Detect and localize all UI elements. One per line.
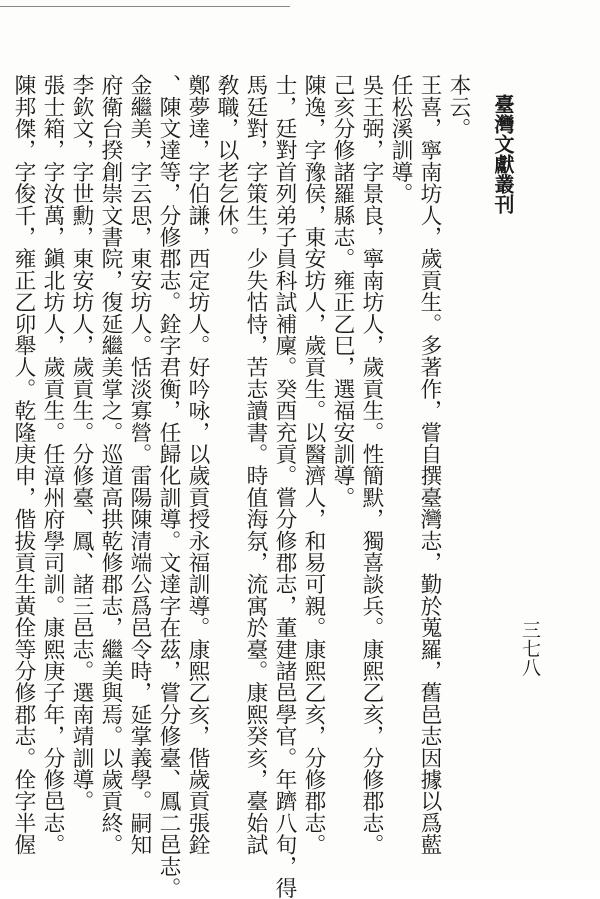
text-column-4: 吳王弼，字景良，寧南坊人，歲貢生。性簡默，獨喜談兵。康熙乙亥，分修郡志。 [359, 74, 384, 856]
text-column-16: 陳邦傑，字俊千，雍正乙卯舉人。乾隆庚申，偕拔貢生黃佺等分修郡志。佺字半偓 [11, 74, 36, 856]
text-column-7: 士，廷對首列弟子員科試補廩。癸酉充貢。嘗分修郡志，董建諸邑學官。年躋八旬，得 [272, 74, 297, 899]
text-column-1: 本云。 [446, 74, 471, 140]
text-column-13: 府衛台揆創崇文書院，復延繼美掌之。巡道高拱乾修郡志，繼美與焉。以歲貢終。 [98, 74, 123, 856]
text-column-10: 鄭夢達，字伯謙，西定坊人。好吟咏，以歲貢授永福訓導。康熙乙亥，偕歲貢張銓 [185, 74, 210, 856]
text-column-11: 、陳文達等，分修郡志。銓字君衡，任歸化訓導。文達字在茲，嘗分修臺、鳳二邑志。 [156, 74, 181, 899]
page-number: 三七八 [519, 620, 541, 677]
vertical-text-body [9, 74, 473, 899]
text-column-5: 己亥分修諸羅縣志。雍正乙巳，選福安訓導。 [330, 74, 355, 508]
running-title: 臺灣文獻叢刊 [491, 94, 515, 214]
text-column-8: 馬廷對，字策生，少失怙恃，苦志讀書。時值海氛，流寓於臺。康熙癸亥，臺始試 [243, 74, 268, 856]
text-column-6: 陳逸，字豫侯，東安坊人，歲貢生。以醫濟人，和易可親。康熙乙亥，分修郡志。 [301, 74, 326, 856]
text-column-12: 金繼美，字云思，東安坊人。恬淡寡營。雷陽陳清端公爲邑令時，延掌義學。嗣知 [127, 74, 152, 856]
text-column-3: 任松溪訓導。 [388, 74, 413, 205]
text-column-14: 李欽文，字世勳，東安坊人，歲貢生。分修臺、鳳、諸三邑志。選南靖訓導。 [69, 74, 94, 812]
text-column-15: 張士箱，字汝萬，鎭北坊人，歲貢生。任漳州府學司訓。康熙庚子年，分修邑志。 [40, 74, 65, 856]
text-column-9: 敎職，以老乞休。 [214, 74, 239, 248]
top-scan-rule [0, 6, 290, 7]
text-column-2: 王喜，寧南坊人，歲貢生。多著作，嘗自撰臺灣志，勤於蒐羅，舊邑志因據以爲藍 [417, 74, 442, 856]
